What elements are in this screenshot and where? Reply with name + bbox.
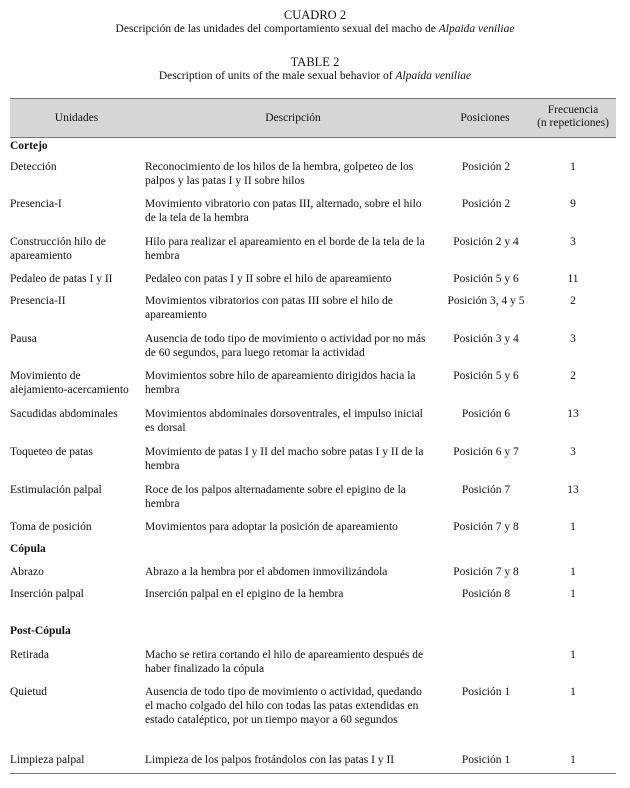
cell-descripcion: Inserción palpal en el epigino de la hembra (145, 588, 344, 600)
cell-frecuencia: 1 (570, 754, 576, 766)
cell-unidad: Sacudidas abdominales (10, 408, 118, 420)
cell-posicion: Posición 8 (461, 588, 511, 600)
cell-posicion: Posición 2 y 4 (453, 236, 519, 248)
cell-unidad: Pedaleo de patas I y II (10, 273, 113, 285)
cell-descripcion: Movimiento vibratorio con patas III, alternado, sobre el hilo de la tela de la hembra (145, 198, 422, 224)
cell-descripcion: Ausencia de todo tipo de movimiento o actividad, quedando el macho colgado del hilo con todas las patas extendidas en estado cataléptico, por un tiempo mayor a 60 segundos (145, 686, 422, 726)
cell-descripcion: Movimientos vibratorios con patas III sobre el hilo de apareamiento (145, 295, 393, 321)
cell-posicion: Posición 7 (461, 484, 511, 496)
cell-unidad: Pausa (10, 333, 37, 345)
cell-frecuencia: 3 (570, 236, 576, 248)
cell-frecuencia: 13 (567, 408, 579, 420)
cell-posicion: Posición 1 (461, 754, 511, 766)
cell-frecuencia: 1 (570, 686, 576, 698)
caption-spanish (0, 8, 630, 36)
cell-frecuencia: 1 (570, 649, 576, 661)
cell-posicion: Posición 5 y 6 (453, 273, 519, 285)
header-unidades: Unidades (54, 112, 99, 124)
cell-unidad: Detección (10, 161, 57, 173)
cell-frecuencia: 13 (567, 484, 579, 496)
cell-descripcion: Abrazo a la hembra por el abdomen inmovilizándola (145, 566, 388, 578)
cell-frecuencia: 1 (570, 588, 576, 600)
cell-unidad: Toma de posición (10, 521, 92, 533)
table-header (10, 98, 616, 138)
cell-descripcion: Pedaleo con patas I y II sobre el hilo de apareamiento (145, 273, 392, 285)
cell-descripcion: Movimientos para adoptar la posición de apareamiento (145, 521, 398, 533)
table-bottom-rule (10, 773, 616, 774)
caption-label-es: CUADRO 2 (283, 8, 347, 22)
cell-unidad: Presencia-I (10, 198, 62, 210)
cell-unidad: Quietud (10, 686, 48, 698)
group-cortejo: Cortejo (10, 140, 48, 152)
caption-label-en: TABLE 2 (290, 55, 340, 69)
cell-frecuencia: 9 (570, 198, 576, 210)
group-postcopula: Post-Cópula (10, 625, 71, 637)
group-copula: Cópula (10, 543, 46, 555)
cell-descripcion: Hilo para realizar el apareamiento en el borde de la tela de la hembra (145, 236, 425, 262)
cell-descripcion: Reconocimiento de los hilos de la hembra, golpeteo de los palpos y las patas I y II sobre hilos (145, 161, 414, 187)
cell-unidad: Estimulación palpal (10, 484, 102, 496)
cell-posicion: Posición 6 y 7 (453, 446, 519, 458)
cell-unidad: Movimiento de alejamiento-acercamiento (10, 370, 129, 396)
cell-unidad: Limpieza palpal (10, 754, 85, 766)
cell-frecuencia: 2 (570, 295, 576, 307)
header-frecuencia: Frecuencia (n repeticiones) (537, 104, 609, 129)
caption-english (0, 55, 630, 83)
cell-unidad: Toqueteo de patas (10, 446, 93, 458)
cell-posicion: Posición 1 (461, 686, 511, 698)
cell-frecuencia: 1 (570, 161, 576, 173)
cell-posicion: Posición 6 (461, 408, 511, 420)
cell-frecuencia: 11 (567, 273, 579, 285)
cell-descripcion: Roce de los palpos alternadamente sobre el epigino de la hembra (145, 484, 406, 510)
behavior-table (10, 98, 616, 766)
cell-posicion: Posición 7 y 8 (453, 566, 519, 578)
cell-posicion: Posición 5 y 6 (453, 370, 519, 382)
cell-frecuencia: 1 (570, 566, 576, 578)
cell-posicion: Posición 7 y 8 (453, 521, 519, 533)
cell-unidad: Abrazo (10, 566, 44, 578)
cell-posicion: Posición 3, 4 y 5 (447, 295, 525, 307)
cell-frecuencia: 2 (570, 370, 576, 382)
caption-title-en: Description of units of the male sexual behavior of Alpaida veniliae (158, 70, 472, 82)
species-name-en: Alpaida veniliae (395, 70, 472, 82)
cell-unidad: Retirada (10, 649, 49, 661)
caption-title-es: Descripción de las unidades del comportamiento sexual del macho de Alpaida veniliae (115, 23, 515, 35)
cell-descripcion: Limpieza de los palpos frotándolos con las patas I y II (145, 754, 395, 766)
header-posiciones: Posiciones (460, 112, 510, 124)
cell-descripcion: Movimientos sobre hilo de apareamiento dirigidos hacia la hembra (145, 370, 416, 396)
cell-descripcion: Movimiento de patas I y II del macho sobre patas I y II de la hembra (145, 446, 424, 472)
cell-frecuencia: 3 (570, 446, 576, 458)
cell-posicion: Posición 2 (461, 198, 511, 210)
cell-descripcion: Macho se retira cortando el hilo de apareamiento después de haber finalizado la cópula (145, 649, 424, 675)
cell-unidad: Presencia-II (10, 295, 66, 307)
cell-frecuencia: 1 (570, 521, 576, 533)
cell-unidad: Construcción hilo de apareamiento (10, 236, 106, 262)
cell-posicion: Posición 3 y 4 (453, 333, 519, 345)
cell-descripcion: Movimientos abdominales dorsoventrales, el impulso inicial es dorsal (145, 408, 423, 434)
cell-posicion: Posición 2 (461, 161, 511, 173)
cell-descripcion: Ausencia de todo tipo de movimiento o actividad por no más de 60 segundos, para luego retomar la actividad (145, 333, 426, 359)
header-descripcion: Descripción (265, 112, 321, 124)
cell-frecuencia: 3 (570, 333, 576, 345)
species-name-es: Alpaida veniliae (438, 23, 515, 35)
cell-unidad: Inserción palpal (10, 588, 84, 600)
